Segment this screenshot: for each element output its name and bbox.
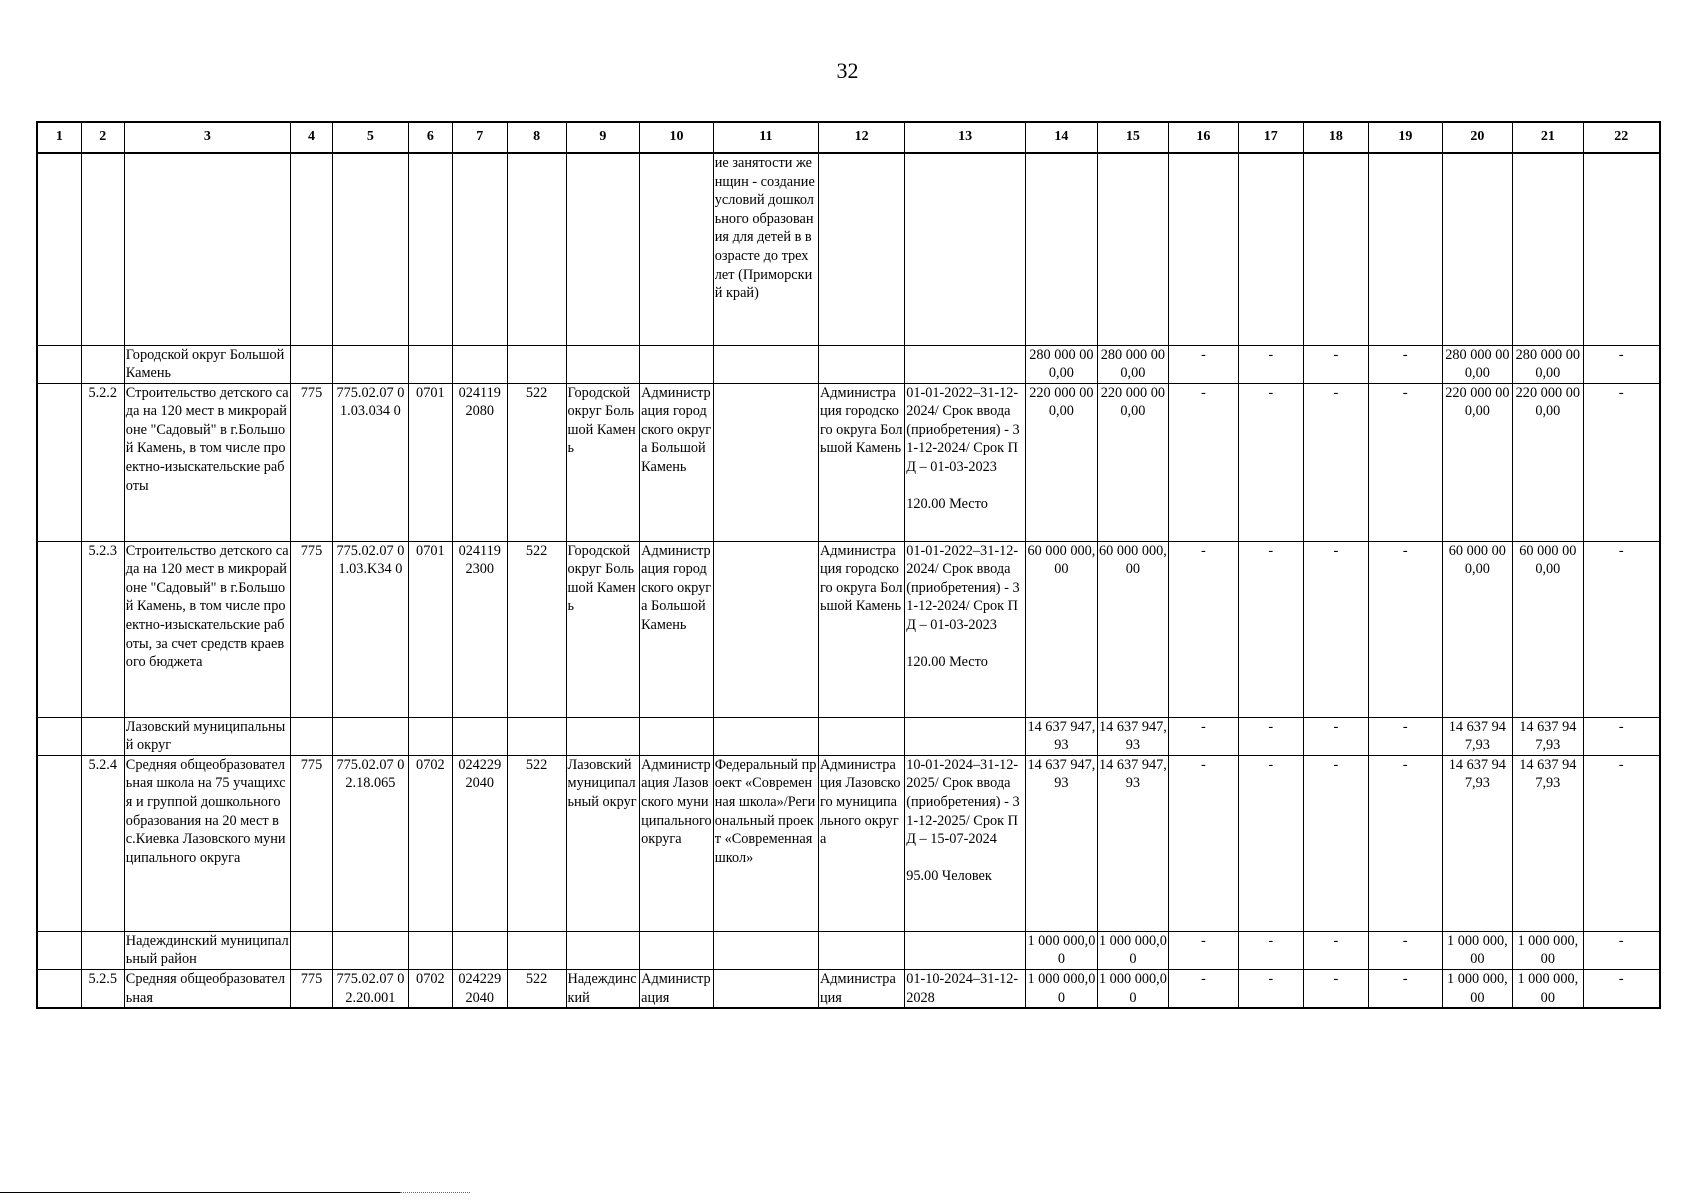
cell-col-17: - — [1238, 931, 1303, 969]
cell-col-18: - — [1303, 755, 1368, 931]
cell-col-8 — [507, 153, 566, 345]
cell-col-19 — [1369, 153, 1443, 345]
cell-col-15: 1 000 000,00 — [1097, 970, 1169, 1009]
cell-col-1 — [37, 755, 81, 931]
cell-col-10 — [640, 345, 714, 383]
cell-col-5: 775.02.07 01.03.K34 0 — [333, 541, 409, 717]
cell-col-4: 775 — [290, 383, 332, 541]
table-row — [37, 153, 1660, 345]
cell-col-19: - — [1369, 541, 1443, 717]
cell-col-4 — [290, 931, 332, 969]
cell-col-3: Средняя общеобразовательная школа на 75 учащихся и группой дошкольного образования на 20 мест в с.Киевка Лазовского муниципального округа — [124, 755, 290, 931]
cell-col-6 — [408, 345, 452, 383]
cell-col-17: - — [1238, 541, 1303, 717]
cell-col-14: 1 000 000,00 — [1026, 970, 1098, 1009]
header-row — [37, 122, 1660, 153]
cell-col-17: - — [1238, 970, 1303, 1009]
cell-col-11 — [713, 345, 818, 383]
cell-col-1 — [37, 153, 81, 345]
cell-col-12: Администрация городского округа Большой Камень — [818, 541, 904, 717]
budget-table-container — [36, 121, 1661, 1009]
cell-col-22: - — [1583, 345, 1660, 383]
cell-col-7 — [452, 717, 507, 755]
budget-table — [36, 121, 1661, 1009]
cell-col-11 — [713, 931, 818, 969]
cell-col-9: Городской округ Большой Камень — [566, 383, 640, 541]
table-row — [37, 541, 1660, 717]
cell-col-20: 1 000 000,00 — [1442, 970, 1512, 1009]
cell-col-20: 220 000 000,00 — [1442, 383, 1512, 541]
cell-col-20: 60 000 000,00 — [1442, 541, 1512, 717]
cell-col-1 — [37, 931, 81, 969]
header-cell-6: 6 — [408, 122, 452, 153]
header-cell-12: 12 — [818, 122, 904, 153]
header-cell-9: 9 — [566, 122, 640, 153]
cell-col-3: Средняя общеобразовательная — [124, 970, 290, 1009]
cell-col-16 — [1169, 153, 1238, 345]
cell-col-9 — [566, 717, 640, 755]
cell-col-7: 024119 2300 — [452, 541, 507, 717]
cell-col-17: - — [1238, 755, 1303, 931]
cell-col-5 — [333, 345, 409, 383]
cell-col-16: - — [1169, 541, 1238, 717]
cell-col-16: - — [1169, 755, 1238, 931]
cell-col-22 — [1583, 153, 1660, 345]
cell-col-13 — [905, 345, 1026, 383]
cell-col-6: 0702 — [408, 755, 452, 931]
cell-col-16: - — [1169, 345, 1238, 383]
header-cell-1: 1 — [37, 122, 81, 153]
cell-col-20: 14 637 947,93 — [1442, 755, 1512, 931]
cell-col-22: - — [1583, 383, 1660, 541]
cell-col-19: - — [1369, 717, 1443, 755]
cell-col-14: 14 637 947,93 — [1026, 755, 1098, 931]
cell-col-11: Федеральный проект «Современная школа»/Региональный проект «Современная школ» — [713, 755, 818, 931]
cell-col-18: - — [1303, 541, 1368, 717]
cell-col-2 — [81, 153, 124, 345]
header-cell-20: 20 — [1442, 122, 1512, 153]
cell-col-14: 220 000 000,00 — [1026, 383, 1098, 541]
header-cell-7: 7 — [452, 122, 507, 153]
cell-col-19: - — [1369, 931, 1443, 969]
cell-col-1 — [37, 383, 81, 541]
header-cell-5: 5 — [333, 122, 409, 153]
header-cell-21: 21 — [1513, 122, 1583, 153]
header-cell-18: 18 — [1303, 122, 1368, 153]
header-cell-15: 15 — [1097, 122, 1169, 153]
cell-col-9 — [566, 345, 640, 383]
cell-col-13 — [905, 153, 1026, 345]
footnote-rule-tail — [400, 1192, 470, 1194]
cell-col-12: Администрация — [818, 970, 904, 1009]
table-row — [37, 931, 1660, 969]
cell-col-16: - — [1169, 931, 1238, 969]
cell-col-3: Строительство детского сада на 120 мест в микрорайоне "Садовый" в г.Большой Камень, в том числе проектно-изыскательские работы — [124, 383, 290, 541]
cell-col-11 — [713, 383, 818, 541]
footnote-rule — [0, 1192, 400, 1193]
cell-col-4: 775 — [290, 755, 332, 931]
cell-col-17: - — [1238, 717, 1303, 755]
cell-col-10 — [640, 931, 714, 969]
cell-col-15 — [1097, 153, 1169, 345]
header-cell-10: 10 — [640, 122, 714, 153]
cell-col-19: - — [1369, 345, 1443, 383]
cell-col-7: 024229 2040 — [452, 755, 507, 931]
cell-col-11 — [713, 717, 818, 755]
cell-col-20: 280 000 000,00 — [1442, 345, 1512, 383]
cell-col-12: Администрация Лазовского муниципального округа — [818, 755, 904, 931]
cell-col-1 — [37, 970, 81, 1009]
cell-col-21: 14 637 947,93 — [1513, 755, 1583, 931]
cell-col-15: 14 637 947,93 — [1097, 755, 1169, 931]
cell-col-10: Администрация городского округа Большой Камень — [640, 541, 714, 717]
cell-col-7 — [452, 931, 507, 969]
cell-col-10: Администрация городского округа Большой Камень — [640, 383, 714, 541]
header-cell-13: 13 — [905, 122, 1026, 153]
cell-col-18: - — [1303, 717, 1368, 755]
cell-col-5: 775.02.07 02.20.001 — [333, 970, 409, 1009]
cell-col-21: 280 000 000,00 — [1513, 345, 1583, 383]
cell-col-16: - — [1169, 717, 1238, 755]
cell-col-21: 1 000 000,00 — [1513, 931, 1583, 969]
cell-col-22: - — [1583, 931, 1660, 969]
table-row — [37, 970, 1660, 1009]
cell-col-12 — [818, 345, 904, 383]
cell-col-21 — [1513, 153, 1583, 345]
cell-col-18: - — [1303, 383, 1368, 541]
cell-col-9: Лазовский муниципальный округ — [566, 755, 640, 931]
cell-col-1 — [37, 717, 81, 755]
table-row — [37, 345, 1660, 383]
header-cell-17: 17 — [1238, 122, 1303, 153]
cell-col-13 — [905, 931, 1026, 969]
header-cell-11: 11 — [713, 122, 818, 153]
cell-col-16: - — [1169, 383, 1238, 541]
cell-col-22: - — [1583, 755, 1660, 931]
cell-col-13: 01-01-2022–31-12-2024/ Срок ввода (приобретения) - 31-12-2024/ Срок ПД – 01-03-2023 120.00 Место — [905, 383, 1026, 541]
cell-col-13 — [905, 717, 1026, 755]
cell-col-11: ие занятости женщин - создание условий дошкольного образования для детей в возрасте до трех лет (Приморский край) — [713, 153, 818, 345]
cell-col-8: 522 — [507, 755, 566, 931]
table-row — [37, 383, 1660, 541]
cell-col-12 — [818, 931, 904, 969]
cell-col-9 — [566, 153, 640, 345]
cell-col-10 — [640, 717, 714, 755]
cell-col-15: 60 000 000,00 — [1097, 541, 1169, 717]
cell-col-18: - — [1303, 931, 1368, 969]
cell-col-21: 1 000 000,00 — [1513, 970, 1583, 1009]
cell-col-20: 1 000 000,00 — [1442, 931, 1512, 969]
header-cell-14: 14 — [1026, 122, 1098, 153]
cell-col-15: 280 000 000,00 — [1097, 345, 1169, 383]
cell-col-11 — [713, 970, 818, 1009]
cell-col-19: - — [1369, 383, 1443, 541]
cell-col-5: 775.02.07 01.03.034 0 — [333, 383, 409, 541]
cell-col-10: Администрация Лазовского муниципального округа — [640, 755, 714, 931]
cell-col-18 — [1303, 153, 1368, 345]
cell-col-17: - — [1238, 383, 1303, 541]
cell-col-19: - — [1369, 755, 1443, 931]
header-cell-8: 8 — [507, 122, 566, 153]
cell-col-6 — [408, 931, 452, 969]
cell-col-3: Надеждинский муниципальный район — [124, 931, 290, 969]
cell-col-14: 280 000 000,00 — [1026, 345, 1098, 383]
cell-col-1 — [37, 345, 81, 383]
cell-col-6: 0701 — [408, 383, 452, 541]
cell-col-8: 522 — [507, 970, 566, 1009]
cell-col-12 — [818, 153, 904, 345]
cell-col-20 — [1442, 153, 1512, 345]
cell-col-8: 522 — [507, 383, 566, 541]
cell-col-2: 5.2.4 — [81, 755, 124, 931]
cell-col-2: 5.2.2 — [81, 383, 124, 541]
cell-col-10 — [640, 153, 714, 345]
cell-col-3 — [124, 153, 290, 345]
cell-col-17: - — [1238, 345, 1303, 383]
cell-col-5 — [333, 153, 409, 345]
cell-col-12: Администрация городского округа Большой Камень — [818, 383, 904, 541]
cell-col-12 — [818, 717, 904, 755]
table-row — [37, 755, 1660, 931]
cell-col-13: 01-01-2022–31-12-2024/ Срок ввода (приобретения) - 31-12-2024/ Срок ПД – 01-03-2023 120.00 Место — [905, 541, 1026, 717]
cell-col-3: Городской округ Большой Камень — [124, 345, 290, 383]
cell-col-2: 5.2.5 — [81, 970, 124, 1009]
cell-col-18: - — [1303, 345, 1368, 383]
cell-col-11 — [713, 541, 818, 717]
cell-col-22: - — [1583, 717, 1660, 755]
cell-col-9 — [566, 931, 640, 969]
cell-col-4: 775 — [290, 541, 332, 717]
cell-col-22: - — [1583, 541, 1660, 717]
header-cell-2: 2 — [81, 122, 124, 153]
cell-col-4: 775 — [290, 970, 332, 1009]
cell-col-2 — [81, 345, 124, 383]
cell-col-5: 775.02.07 02.18.065 — [333, 755, 409, 931]
cell-col-3: Строительство детского сада на 120 мест в микрорайоне "Садовый" в г.Большой Камень, в том числе проектно-изыскательские работы, за счет средств краевого бюджета — [124, 541, 290, 717]
cell-col-14: 1 000 000,00 — [1026, 931, 1098, 969]
cell-col-4 — [290, 717, 332, 755]
cell-col-21: 60 000 000,00 — [1513, 541, 1583, 717]
header-cell-22: 22 — [1583, 122, 1660, 153]
cell-col-8 — [507, 345, 566, 383]
header-cell-3: 3 — [124, 122, 290, 153]
cell-col-4 — [290, 153, 332, 345]
cell-col-3: Лазовский муниципальный округ — [124, 717, 290, 755]
cell-col-2: 5.2.3 — [81, 541, 124, 717]
cell-col-6 — [408, 153, 452, 345]
table-row — [37, 717, 1660, 755]
cell-col-8 — [507, 717, 566, 755]
cell-col-21: 220 000 000,00 — [1513, 383, 1583, 541]
cell-col-7: 024119 2080 — [452, 383, 507, 541]
cell-col-5 — [333, 717, 409, 755]
cell-col-9: Городской округ Большой Камень — [566, 541, 640, 717]
cell-col-1 — [37, 541, 81, 717]
cell-col-16: - — [1169, 970, 1238, 1009]
cell-col-13: 01-10-2024–31-12-2028 — [905, 970, 1026, 1009]
header-cell-16: 16 — [1169, 122, 1238, 153]
cell-col-14: 60 000 000,00 — [1026, 541, 1098, 717]
cell-col-14: 14 637 947,93 — [1026, 717, 1098, 755]
cell-col-6: 0701 — [408, 541, 452, 717]
cell-col-17 — [1238, 153, 1303, 345]
cell-col-15: 1 000 000,00 — [1097, 931, 1169, 969]
cell-col-19: - — [1369, 970, 1443, 1009]
cell-col-6: 0702 — [408, 970, 452, 1009]
table-body — [37, 153, 1660, 1008]
page-number: 32 — [836, 58, 859, 83]
cell-col-7 — [452, 153, 507, 345]
cell-col-14 — [1026, 153, 1098, 345]
cell-col-2 — [81, 717, 124, 755]
cell-col-4 — [290, 345, 332, 383]
cell-col-13: 10-01-2024–31-12-2025/ Срок ввода (приобретения) - 31-12-2025/ Срок ПД – 15-07-2024 95.00 Человек — [905, 755, 1026, 931]
header-cell-19: 19 — [1369, 122, 1443, 153]
cell-col-21: 14 637 947,93 — [1513, 717, 1583, 755]
cell-col-15: 220 000 000,00 — [1097, 383, 1169, 541]
header-cell-4: 4 — [290, 122, 332, 153]
cell-col-8 — [507, 931, 566, 969]
cell-col-9: Надеждинский — [566, 970, 640, 1009]
cell-col-7: 024229 2040 — [452, 970, 507, 1009]
cell-col-20: 14 637 947,93 — [1442, 717, 1512, 755]
cell-col-22: - — [1583, 970, 1660, 1009]
cell-col-10: Администрация — [640, 970, 714, 1009]
cell-col-6 — [408, 717, 452, 755]
cell-col-2 — [81, 931, 124, 969]
cell-col-15: 14 637 947,93 — [1097, 717, 1169, 755]
cell-col-7 — [452, 345, 507, 383]
cell-col-8: 522 — [507, 541, 566, 717]
cell-col-5 — [333, 931, 409, 969]
cell-col-18: - — [1303, 970, 1368, 1009]
